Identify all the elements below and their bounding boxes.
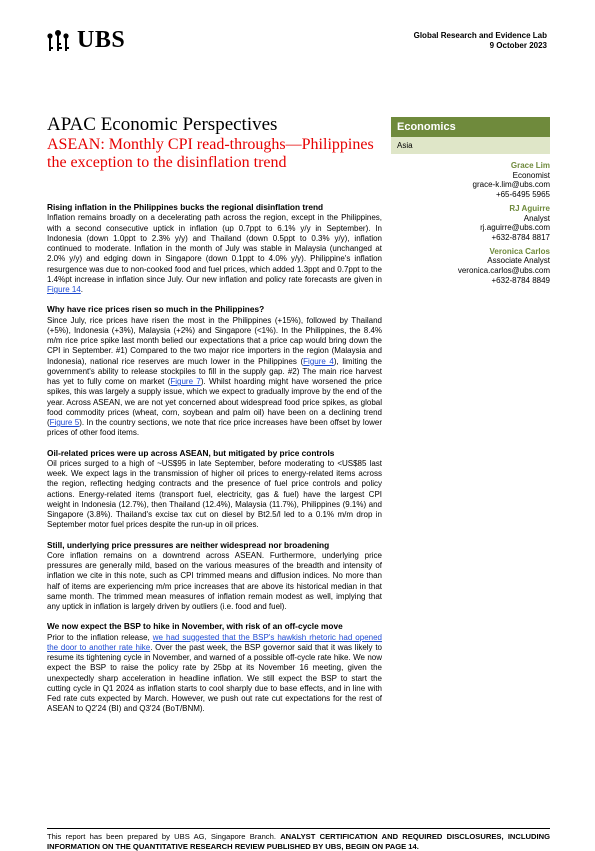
analyst-role: Economist — [512, 170, 550, 180]
figure-5-link[interactable]: Figure 5 — [49, 418, 80, 427]
analyst-phone: +632-8784 8849 — [491, 275, 550, 285]
analyst-name: Grace Lim — [510, 161, 550, 170]
analyst-name: RJ Aguirre — [509, 203, 550, 213]
analyst-email[interactable]: rj.aguirre@ubs.com — [480, 223, 550, 233]
paragraph-tail: . — [80, 285, 84, 294]
disclosure-footer — [47, 828, 550, 851]
analyst-phone: +632-8784 8817 — [491, 232, 550, 242]
section-text — [47, 633, 382, 715]
page-title: APAC Economic Perspectives — [47, 114, 278, 135]
figure-4-link[interactable]: Figure 4 — [303, 356, 334, 366]
paragraph-text: Since July, rice prices have risen the most in the Philippines (+15%), followed by Thailand (+5%), Indonesia (+3%), Malaysia (+2%) and Singapore (<1%). In the Philippines, the 8.4% m/m rice price spike last month belied our expectations that a price cap would bring down the CPI in September. #1) Compared to the two major rice importers in the region (Malaysia and Indonesia), national rice reserves are much lower in the Philippines ( — [47, 315, 382, 366]
section-text: Core inflation remains on a downtrend across ASEAN. Furthermore, underlying price pressures are generally mild, based on the various measures of the breadth and intensity of inflation we cite in this note, such as CPI trimmed means and diffusion indices. No more than half of items are experiencing m/m price increases that are above its historical median in that same month. The trimmed mean measures of inflation remain modest as well, implying that any uptick in inflation is largely driven by outliers (i.e. food and fuel). — [47, 550, 382, 611]
analyst-card — [400, 161, 550, 200]
region-bar: Asia — [391, 137, 550, 154]
section-text — [47, 213, 382, 295]
analyst-role: Associate Analyst — [487, 256, 550, 266]
analyst-phone: +65-6495 5965 — [495, 190, 550, 200]
report-date: 9 October 2023 — [489, 41, 547, 50]
paragraph-text: Inflation remains broadly on a decelerating path across the region, except in the Philippines, with a second consecutive uptick in inflation (up 0.7ppt to 6.1% y/y in September). In Indonesia (down 1.0ppt to 2.3% y/y) and Thailand (down 0.5ppt to 0.3% y/y), inflation continued to moderate. Inflation in the month of July was stable in Malaysia (unchanged at 2.0% y/y) and edging down in Singapore (down 0.1ppt to 4.0% y/y). Philippine's inflation resurgence was due to non-cooked food and fuel prices, which added 1.3ppt and 0.7ppt to the 1.4%pt increase in inflation since July. Our new inflation and policy rate forecasts are given in — [47, 213, 382, 284]
paragraph-text: ). Whilst hoarding might have worsened the price spikes, this was largely a supply issue, which we expect to gradually improve by the end of the year. Across ASEAN, we are not yet concerned about widespread food price spikes, as global food commodity prices (wheat, corn, soybean and palm oil) have been on a declining trend ( — [47, 377, 382, 427]
category-bar: Economics — [391, 117, 550, 137]
ubs-logo — [45, 27, 125, 54]
analyst-role: Analyst — [523, 213, 550, 223]
analyst-card — [400, 247, 550, 286]
section-rice-prices — [47, 304, 382, 438]
figure-14-link[interactable]: Figure 14 — [47, 285, 81, 294]
section-rising-inflation — [47, 202, 382, 295]
section-heading: Why have rice prices risen so much in the Philippines? — [47, 304, 265, 315]
analyst-name: Veronica Carlos — [489, 246, 550, 256]
section-oil-prices — [47, 448, 382, 531]
section-heading: We now expect the BSP to hike in November, with risk of an off-cycle move — [47, 621, 343, 632]
footer-disclosure: ANALYST CERTIFICATION AND REQUIRED DISCLOSURES, INCLUDING INFORMATION ON THE QUANTITATIVE RESEARCH REVIEW PUBLISHED BY UBS, BEGIN ON PAGE 14. — [47, 832, 551, 851]
section-heading: Oil-related prices were up across ASEAN, but mitigated by price controls — [47, 447, 335, 458]
bsp-rhetoric-link[interactable]: we had suggested that the BSP's hawkish rhetoric had opened the door to another rate hike — [47, 632, 382, 652]
section-text: Oil prices surged to a high of ~US$95 in late September, before moderating to <US$85 last week. We expect lags in the transmission of higher oil prices to energy-related items across the region, reflecting hedging contracts and the presence of fuel price controls and policy actions. Energy-related items (transport fuel, electricity, gas & fuel) have the largest CPI weight in Indonesia (12.7%), then Thailand (12.4%), Malaysia (11.7%), Philippines (9.1%) and Singapore (3.8%). Thailand's excise tax cut on diesel by Bt2.5/l led to a 0.1% m/m drop in September motor fuel prices despite the run-up in oil prices. — [47, 458, 382, 530]
analyst-email[interactable]: veronica.carlos@ubs.com — [457, 266, 550, 276]
analyst-list — [400, 161, 550, 285]
lab-name: Global Research and Evidence Lab — [413, 31, 547, 40]
section-heading: Rising inflation in the Philippines bucks the regional disinflation trend — [47, 202, 324, 212]
footer-text: This report has been prepared by UBS AG, Singapore Branch. — [47, 832, 281, 841]
analyst-card — [400, 204, 550, 243]
section-text — [47, 316, 382, 439]
keys-icon — [45, 29, 71, 53]
header-meta — [414, 31, 547, 51]
analyst-email[interactable]: grace-k.lim@ubs.com — [472, 180, 550, 190]
paragraph-text: ). In the country sections, we note that rice price increases have been offset by lower prices of other food items. — [47, 418, 382, 438]
brand-name: UBS — [77, 27, 126, 53]
figure-7-link[interactable]: Figure 7 — [170, 377, 201, 386]
paragraph-text: ), limiting the government's ability to release stockpiles to fill in the supply gap. #2) The main rice harvest has yet to fully come on market ( — [47, 356, 382, 386]
report-body — [47, 202, 382, 724]
section-underlying-pressures — [47, 540, 382, 613]
section-heading: Still, underlying price pressures are neither widespread nor broadening — [47, 539, 330, 550]
page-subtitle: ASEAN: Monthly CPI read-throughs—Philippines the exception to the disinflation trend — [47, 136, 374, 171]
paragraph-text: Prior to the inflation release, — [47, 632, 153, 642]
section-bsp-hike — [47, 621, 382, 714]
paragraph-text: . Over the past week, the BSP governor said that it was likely to resume its tightening cycle in November, and warned of a possible off-cycle rate hike. We now expect the BSP to raise the policy rate by 25bp at its November 16 meeting, given the unexpectedly sharp acceleration in headline inflation. We still expect the BSP to start the cutting cycle in Q1 2024 as inflation starts to cool sharply due to base effects, and in line with Fed rate cuts expected by March. However, we push out rate cut expectations for the rest of ASEAN to Q2'24 (BI) and Q3'24 (BoT/BNM). — [47, 642, 382, 714]
